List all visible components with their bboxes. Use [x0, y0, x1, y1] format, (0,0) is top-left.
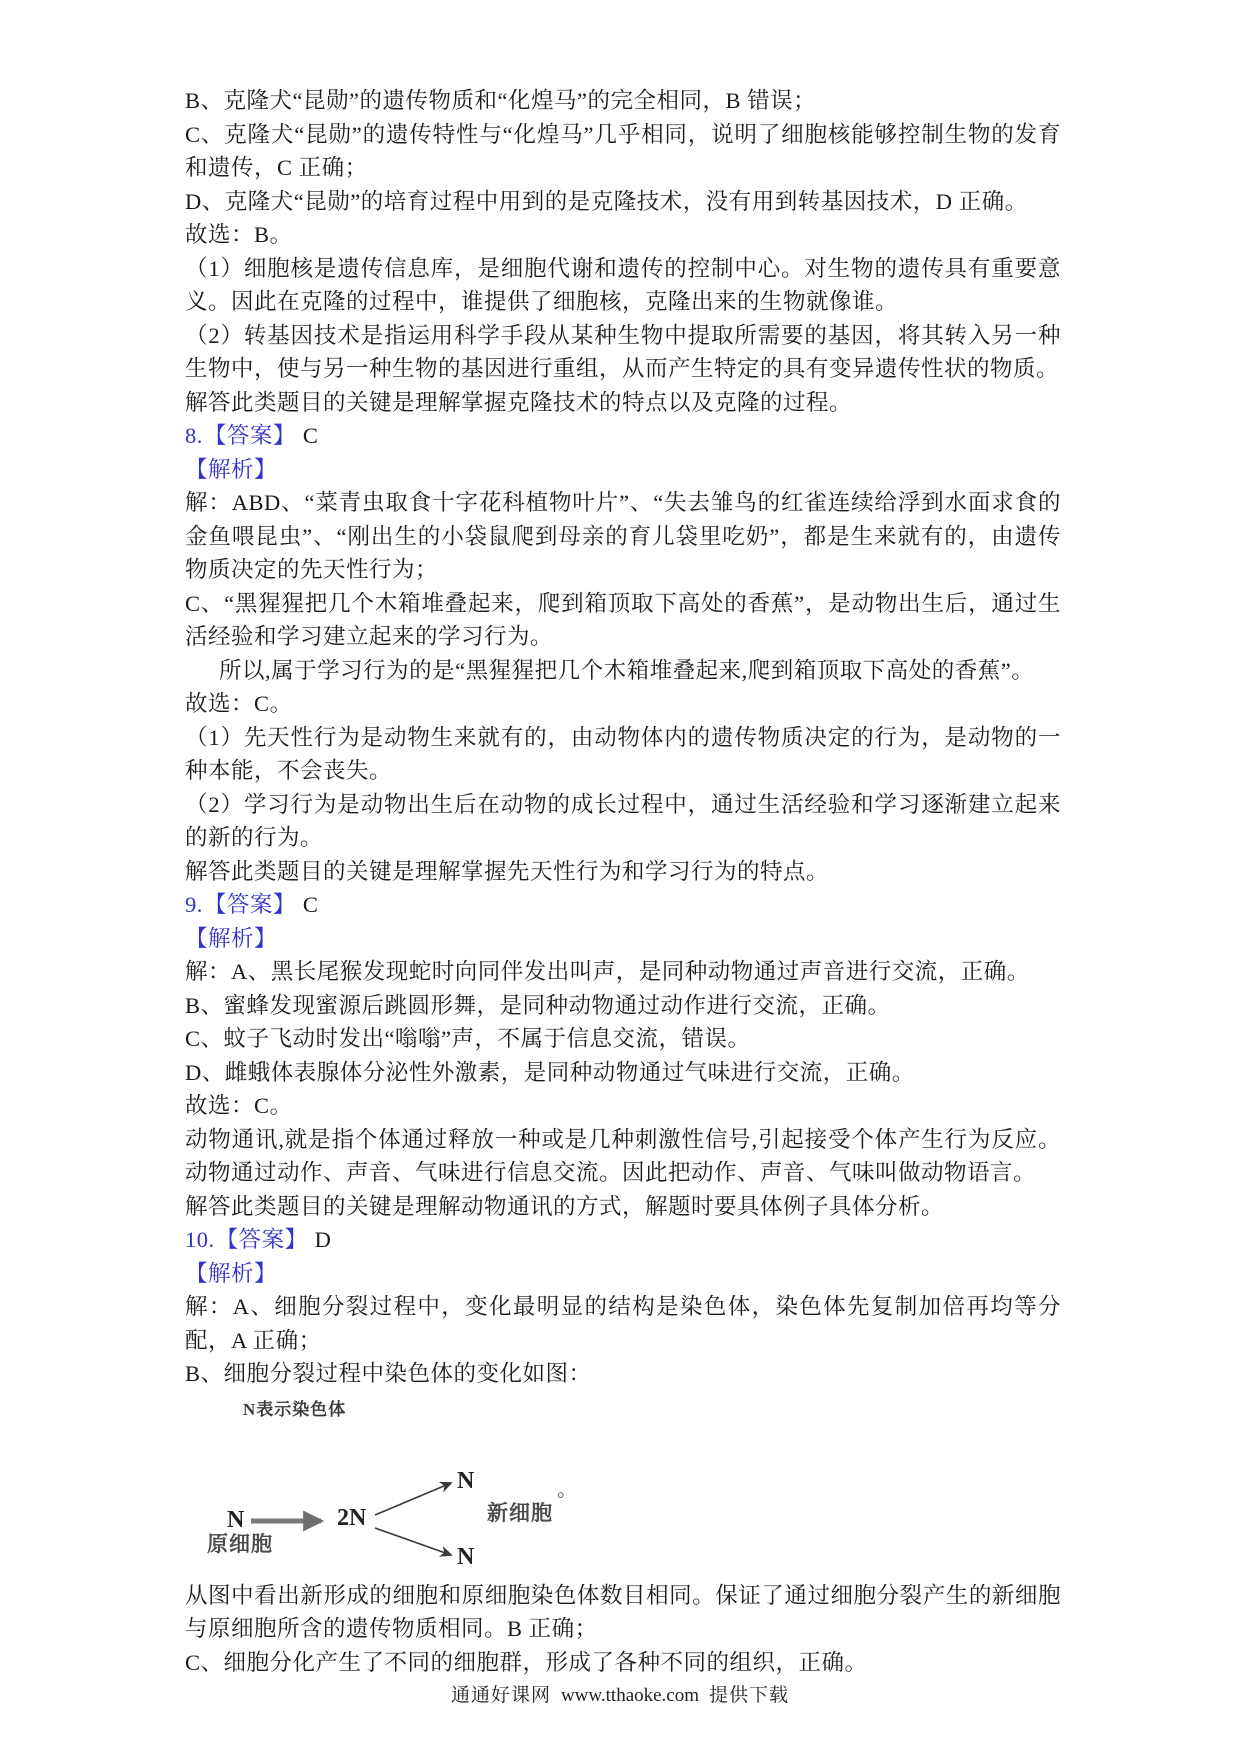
footer-site-name: 通通好课网: [450, 1685, 551, 1706]
q9-summary: 解答此类题目的关键是理解动物通讯的方式，解题时要具体例子具体分析。: [185, 1193, 945, 1219]
q7-point-1: （1）细胞核是遗传信息库，是细胞代谢和遗传的控制中心。对生物的遗传具有重要意义。因此在克隆的过程中，谁提供了细胞核，克隆出来的生物就像谁。: [185, 255, 1061, 314]
q8-conclusion: 故选：C。: [185, 691, 293, 716]
q7-option-b: B、克隆犬“昆勋”的遗传物质和“化煌马”的完全相同，B 错误；: [185, 88, 817, 113]
q7-option-d: D、克隆犬“昆勋”的培育过程中用到的是克隆技术，没有用到转基因技术，D 正确。: [185, 188, 1028, 214]
doubled-2n-label: 2N: [337, 1504, 367, 1531]
origin-n-label: N: [227, 1506, 245, 1533]
q8-answer-line: [185, 419, 1061, 453]
q8-answer-label: 【答案】: [203, 423, 296, 448]
q9-line-d: D、雌蛾体表腺体分泌性外激素，是同种动物通过气味进行交流，正确。: [185, 1059, 915, 1085]
q9-analysis-label: 【解析】: [185, 925, 278, 951]
q8-point-2: （2）学习行为是动物出生后在动物的成长过程中，通过生活经验和学习逐渐建立起来的新的行为。: [185, 791, 1061, 850]
q9-line-a: 解：A、黑长尾猴发现蛇时向同伴发出叫声，是同种动物通过声音进行交流，正确。: [185, 959, 1030, 984]
q9-line-c: C、蚊子飞动时发出“嗡嗡”声，不属于信息交流，错误。: [185, 1026, 751, 1051]
q8-summary: 解答此类题目的关键是理解掌握先天性行为和学习行为的特点。: [185, 858, 830, 884]
q10-line-a: 解：A、细胞分裂过程中，变化最明显的结构是染色体，染色体先复制加倍再均等分配，A 正确；: [185, 1294, 1061, 1353]
q10-analysis-label: 【解析】: [185, 1260, 278, 1286]
origin-cell-label: 原细胞: [207, 1531, 273, 1556]
q9-answer-letter: C: [302, 892, 319, 917]
q10-line-b-intro: B、细胞分裂过程中染色体的变化如图：: [185, 1361, 592, 1386]
arrow-2n-to-daughter-bottom: [375, 1528, 451, 1555]
q10-line-c: C、细胞分化产生了不同的细胞群，形成了各种不同的组织，正确。: [185, 1649, 868, 1675]
q8-analysis-label: 【解析】: [185, 456, 278, 482]
page-footer: [0, 1680, 1240, 1707]
q10-number: 10.: [185, 1227, 215, 1252]
q9-line-b: B、蜜蜂发现蜜源后跳圆形舞，是同种动物通过动作进行交流，正确。: [185, 992, 891, 1018]
q10-answer-label: 【答案】: [215, 1227, 308, 1252]
footer-url: www.tthaoke.com: [560, 1685, 700, 1706]
q8-point-1: （1）先天性行为是动物生来就有的，由动物体内的遗传物质决定的行为，是动物的一种本能，不会丧失。: [185, 724, 1061, 783]
q10-line-b-conclusion: 从图中看出新形成的细胞和原细胞染色体数目相同。保证了通过细胞分裂产生的新细胞与原细胞所含的遗传物质相同。B 正确；: [185, 1582, 1061, 1641]
cell-division-diagram: [185, 1391, 805, 1579]
q7-summary: 解答此类题目的关键是理解掌握克隆技术的特点以及克隆的过程。: [185, 389, 853, 415]
q8-line-therefore: 所以,属于学习行为的是“黑猩猩把几个木箱堆叠起来,爬到箱顶取下高处的香蕉”。: [219, 657, 1035, 683]
diagram-period: 。: [557, 1478, 577, 1501]
q8-answer-letter: C: [302, 423, 319, 448]
q8-number: 8.: [185, 423, 203, 448]
diagram-caption: N表示染色体: [243, 1399, 347, 1419]
q9-number: 9.: [185, 892, 203, 917]
q8-line-c: C、“黑猩猩把几个木箱堆叠起来，爬到箱顶取下高处的香蕉”，是动物出生后，通过生活经验和学习建立起来的学习行为。: [185, 590, 1061, 649]
q7-point-2: （2）转基因技术是指运用科学手段从某种生物中提取所需要的基因，将其转入另一种生物中，使与另一种生物的基因进行重组，从而产生特定的具有变异遗传性状的物质。: [185, 322, 1061, 381]
q8-line-abd: 解：ABD、“菜青虫取食十字花科植物叶片”、“失去雏鸟的红雀连续给浮到水面求食的金鱼喂昆虫”、“刚出生的小袋鼠爬到母亲的育儿袋里吃奶”，都是生来就有的，由遗传物质决定的先天性行为；: [185, 490, 1061, 582]
q7-option-c: C、克隆犬“昆勋”的遗传特性与“化煌马”几乎相同，说明了细胞核能够控制生物的发育和遗传，C 正确；: [185, 121, 1061, 180]
q9-note: 动物通讯,就是指个体通过释放一种或是几种刺激性信号,引起接受个体产生行为反应。动物通过动作、声音、气味进行信息交流。因此把动作、声音、气味叫做动物语言。: [185, 1126, 1061, 1185]
q9-answer-line: [185, 888, 1061, 922]
q9-conclusion: 故选：C。: [185, 1093, 293, 1118]
daughter-top-n-label: N: [457, 1467, 475, 1494]
arrow-2n-to-daughter-top: [375, 1483, 451, 1515]
q10-answer-letter: D: [314, 1227, 332, 1252]
footer-download-text: 提供下载: [709, 1685, 790, 1706]
q9-answer-label: 【答案】: [203, 892, 296, 917]
document-content: [185, 84, 1061, 1679]
q7-conclusion: 故选：B。: [185, 222, 293, 247]
daughter-bottom-n-label: N: [457, 1543, 475, 1570]
new-cell-label: 新细胞: [487, 1500, 553, 1525]
q10-answer-line: [185, 1223, 1061, 1257]
